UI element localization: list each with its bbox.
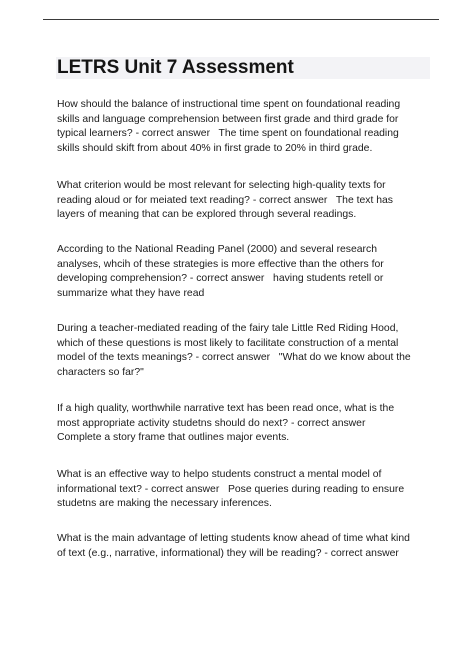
question-text: What criterion would be most relevant for selecting high-quality texts for reading aloud or for meiated text reading? — [57, 180, 386, 206]
question-text: What is an effective way to helpo students construct a mental model of informational text? — [57, 469, 382, 495]
top-divider — [43, 19, 439, 20]
answer-text: The time spent on foundational reading skills should skift from about 40% in first grade to 20% in third grade. — [57, 128, 399, 154]
answer-marker: - correct answer — [195, 352, 271, 364]
answer-marker: - correct answer — [144, 483, 220, 495]
qa-item-2 — [57, 179, 437, 223]
qa-item-6 — [57, 468, 437, 512]
answer-text: Complete a story frame that outlines major events. — [57, 432, 290, 444]
question-text: If a high quality, worthwhile narrative text has been read once, what is the most appropriate activity studetns should do next? — [57, 403, 395, 429]
question-text: What is the main advantage of letting students know ahead of time what kind of text (e.g., narrative, informational) they will be reading? — [57, 533, 410, 559]
answer-text: The text has layers of meaning that can be explored through several readings. — [57, 194, 393, 221]
question-text: During a teacher-mediated reading of the fairy tale Little Red Riding Hood, which of these questions is most likely to facilitate construction of a mental model of the texts meanings? — [57, 323, 399, 364]
qa-item-3 — [57, 243, 437, 301]
answer-marker: - correct answer — [135, 128, 211, 140]
page-title: LETRS Unit 7 Assessment — [57, 57, 294, 78]
question-text: How should the balance of instructional time spent on foundational reading skills and language comprehension between first grade and third grade for typical learners? — [57, 99, 401, 140]
answer-marker: - correct answer — [324, 547, 399, 559]
answer-text: Pose queries during reading to ensure studetns are making the necessary inferences. — [57, 483, 405, 510]
qa-item-7 — [57, 532, 437, 561]
qa-item-4 — [57, 322, 437, 380]
answer-text: "What do we know about the characters so far?" — [57, 352, 411, 378]
qa-item-1 — [57, 98, 437, 156]
answer-marker: - correct answer — [290, 417, 366, 429]
qa-item-5 — [57, 402, 437, 446]
answer-marker: - correct answer — [252, 194, 328, 206]
question-text: According to the National Reading Panel (2000) and several research analyses, whcih of these strategies is more effective than the others for developing comprehension? — [57, 244, 384, 285]
answer-text: having students retell or summarize what they have read — [57, 273, 384, 299]
answer-marker: - correct answer — [189, 273, 265, 285]
